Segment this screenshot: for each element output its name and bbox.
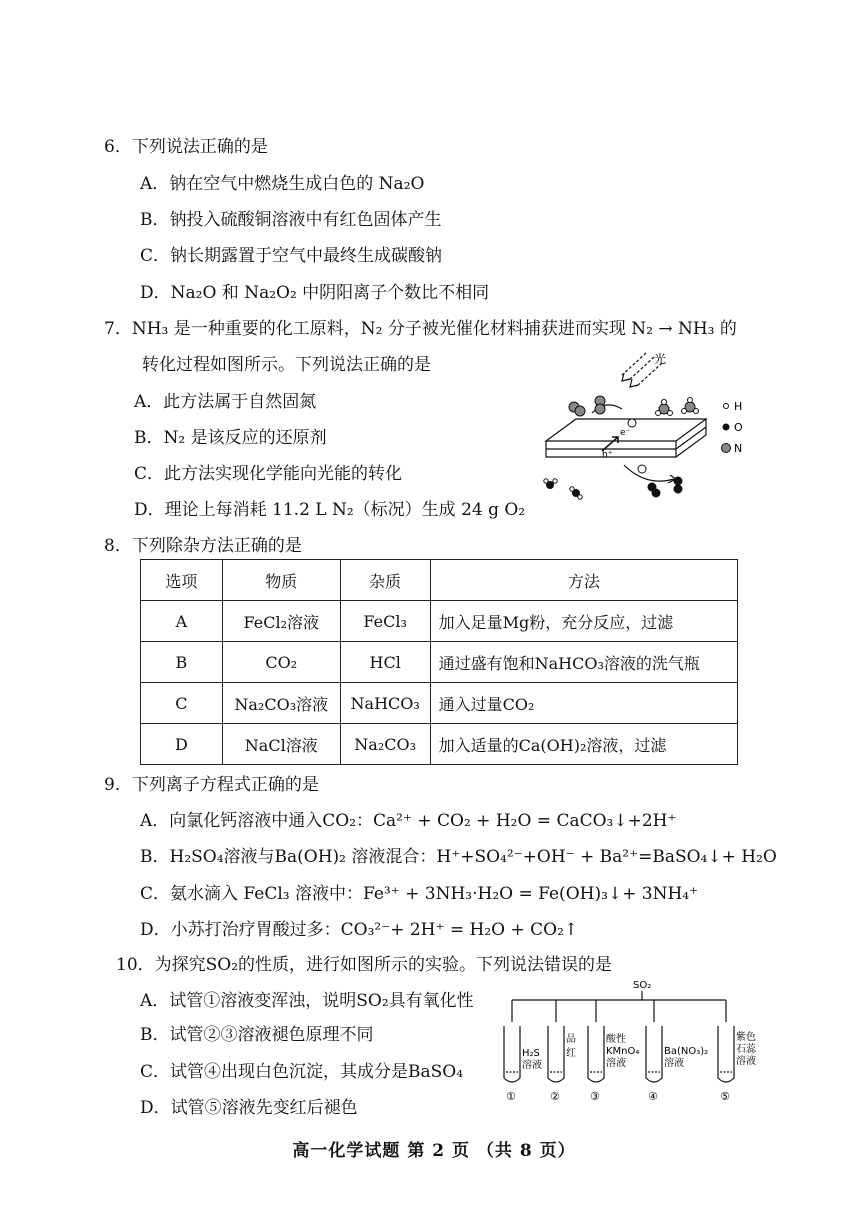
table-header: 选项 xyxy=(141,560,223,601)
table-cell: Na₂CO₃溶液 xyxy=(222,683,340,724)
h2o-molecules-icon xyxy=(544,479,582,499)
so2-label: SO₂ xyxy=(633,980,652,991)
table-header: 杂质 xyxy=(340,560,430,601)
table-cell: 加入足量Mg粉，充分反应，过滤 xyxy=(430,601,737,642)
light-label: 光 xyxy=(654,352,667,366)
n2-molecules-icon xyxy=(569,396,605,416)
table-cell: CO₂ xyxy=(222,642,340,683)
nh3-molecules-icon xyxy=(656,398,699,416)
q7-stem-line1: 7．NH₃ 是一种重要的化工原料，N₂ 分子被光催化材料捕获进而实现 N₂ → NH₃ 的 xyxy=(104,319,737,339)
tube4-number: ④ xyxy=(648,1090,658,1103)
q8-stem: 8．下列除杂方法正确的是 xyxy=(104,536,302,556)
table-header: 方法 xyxy=(430,560,737,601)
table-row xyxy=(141,724,738,765)
q9-option-b: B．H₂SO₄溶液与Ba(OH)₂ 溶液混合：H⁺+SO₄²⁻+OH⁻ + Ba²⁺=BaSO₄↓+ H₂O xyxy=(140,847,777,867)
tube2-label-1: 品 xyxy=(566,1034,576,1045)
gas-delivery-tube xyxy=(512,991,726,1022)
tube1-label-2: 溶液 xyxy=(522,1060,542,1071)
q10-stem: 10．为探究SO₂的性质，进行如图所示的实验。下列说法错误的是 xyxy=(116,955,613,975)
q10-option-a: A．试管①溶液变浑浊，说明SO₂具有氧化性 xyxy=(140,991,474,1011)
tube3-label-2: KMnO₄ xyxy=(606,1046,640,1057)
q6-option-a: A．钠在空气中燃烧生成白色的 Na₂O xyxy=(140,174,425,194)
table-cell: Na₂CO₃ xyxy=(340,724,430,765)
table-cell: D xyxy=(141,724,223,765)
tube4-label-1: Ba(NO₃)₂ xyxy=(664,1046,709,1057)
tube3-label-1: 酸性 xyxy=(606,1034,626,1045)
tube5-label-3: 溶液 xyxy=(736,1056,756,1067)
table-cell: HCl xyxy=(340,642,430,683)
page-footer: 高一化学试题 第 2 页 （共 8 页） xyxy=(292,1141,576,1161)
table-row xyxy=(141,601,738,642)
table-cell: 通过盛有饱和NaHCO₃溶液的洗气瓶 xyxy=(430,642,737,683)
table-cell: 通入过量CO₂ xyxy=(430,683,737,724)
q10-option-c: C．试管④出现白色沉淀，其成分是BaSO₄ xyxy=(140,1062,464,1082)
q7-option-a: A．此方法属于自然固氮 xyxy=(134,392,317,412)
table-cell: A xyxy=(141,601,223,642)
hole-label: h⁺ xyxy=(602,450,613,460)
q9-stem: 9．下列离子方程式正确的是 xyxy=(104,775,319,795)
q6-option-b: B．钠投入硫酸铜溶液中有红色固体产生 xyxy=(140,210,442,230)
tube5-label-1: 紫色 xyxy=(736,1032,756,1043)
q7-photocatalysis-figure xyxy=(536,345,768,505)
table-cell: FeCl₂溶液 xyxy=(222,601,340,642)
table-header: 物质 xyxy=(222,560,340,601)
tube5-number: ⑤ xyxy=(720,1090,730,1103)
table-cell: C xyxy=(141,683,223,724)
tube5-label-2: 石蕊 xyxy=(736,1044,756,1055)
q9-option-d: D．小苏打治疗胃酸过多：CO₃²⁻+ 2H⁺ = H₂O + CO₂↑ xyxy=(140,920,579,940)
table-cell: NaCl溶液 xyxy=(222,724,340,765)
table-header-row xyxy=(141,560,738,601)
tube3-label-3: 溶液 xyxy=(606,1058,626,1069)
q10-option-d: D．试管⑤溶液先变红后褪色 xyxy=(140,1098,358,1118)
table-row xyxy=(141,642,738,683)
svg-text:H: H xyxy=(734,400,743,413)
q10-test-tube-figure xyxy=(500,976,780,1106)
table-cell: FeCl₃ xyxy=(340,601,430,642)
q10-option-b: B．试管②③溶液褪色原理不同 xyxy=(140,1025,374,1045)
table-cell: B xyxy=(141,642,223,683)
q9-option-a: A．向氯化钙溶液中通入CO₂：Ca²⁺ + CO₂ + H₂O = CaCO₃↓+2H⁺ xyxy=(140,811,677,831)
q6-stem: 6．下列说法正确的是 xyxy=(104,137,268,157)
tube2-label-2: 红 xyxy=(566,1048,576,1059)
q6-option-d: D．Na₂O 和 Na₂O₂ 中阴阳离子个数比不相同 xyxy=(140,283,490,303)
svg-text:O: O xyxy=(734,421,743,434)
q9-option-c: C．氨水滴入 FeCl₃ 溶液中：Fe³⁺ + 3NH₃·H₂O = Fe(OH)₃↓+ 3NH₄⁺ xyxy=(140,884,699,904)
table-cell: 加入适量的Ca(OH)₂溶液，过滤 xyxy=(430,724,737,765)
o2-molecules-icon xyxy=(648,477,682,497)
q7-option-b: B．N₂ 是该反应的还原剂 xyxy=(134,428,327,448)
q6-option-c: C．钠长期露置于空气中最终生成碳酸钠 xyxy=(140,246,443,266)
tube1-number: ① xyxy=(506,1090,516,1103)
tube3-number: ③ xyxy=(590,1090,600,1103)
tube2-number: ② xyxy=(550,1090,560,1103)
q8-table xyxy=(140,559,738,765)
q7-option-c: C．此方法实现化学能向光能的转化 xyxy=(134,464,403,484)
tube1-label-1: H₂S xyxy=(522,1048,540,1059)
q7-option-d: D．理论上每消耗 11.2 L N₂（标况）生成 24 g O₂ xyxy=(134,500,526,520)
catalyst-slab xyxy=(546,419,706,457)
electron-label: e⁻ xyxy=(620,428,631,438)
q7-stem-line2: 转化过程如图所示。下列说法正确的是 xyxy=(142,355,431,375)
svg-text:N: N xyxy=(734,442,743,455)
table-row xyxy=(141,683,738,724)
table-cell: NaHCO₃ xyxy=(340,683,430,724)
q7-legend xyxy=(722,400,744,455)
tube4-label-2: 溶液 xyxy=(664,1058,684,1069)
